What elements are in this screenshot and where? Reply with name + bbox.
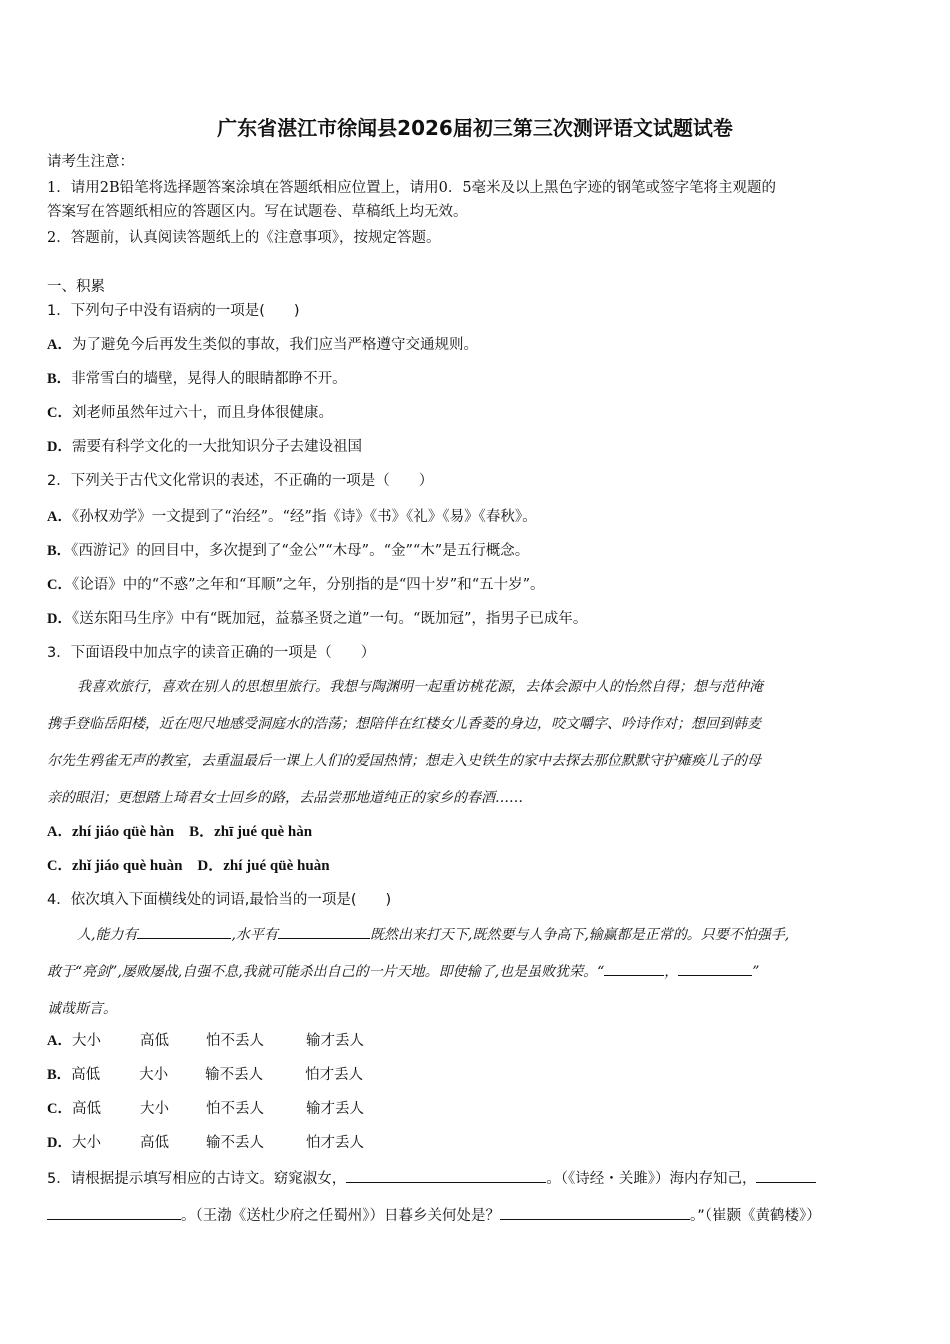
passage-text: 既然出来打天下,既然要与人争高下,输赢都是正常的。只要不怕强手, <box>369 927 790 943</box>
option-label: A． <box>47 509 72 525</box>
question-number: 1． <box>47 303 71 319</box>
question-text: 依次填入下面横线处的词语,最恰当的一项是( ) <box>70 892 392 908</box>
passage-text: ， <box>664 964 679 980</box>
question-2-stem <box>47 471 433 491</box>
question-text: 。（王渤《送杜少府之任蜀州》）日暮乡关何处是？ <box>181 1208 500 1224</box>
section-heading: 一、积累 <box>47 279 105 295</box>
q3-option-c-d[interactable] <box>47 856 330 876</box>
question-text: 下列句子中没有语病的一项是( ) <box>70 303 300 319</box>
q4-option-b[interactable] <box>47 1065 363 1085</box>
question-number: 4． <box>47 892 71 908</box>
fill-blank-7[interactable] <box>500 1205 690 1220</box>
passage-text: ,水平有 <box>231 927 278 943</box>
passage-line: 亲的眼泪；更想踏上琦君女士回乡的路，去品尝那地道纯正的家乡的春酒…… <box>47 790 523 806</box>
fill-blank-6-end[interactable] <box>47 1205 181 1220</box>
passage-text: 敢于“亮剑”,屡败屡战,自强不息,我就可能杀出自己的一片天地。即使输了,也是虽败犹荣。“ <box>47 964 605 980</box>
question-5-line-2 <box>47 1205 821 1226</box>
question-number: 2． <box>47 473 71 489</box>
option-text: 《送东阳马生序》中有“既加冠，益慕圣贤之道”一句。“既加冠”，指男子已成年。 <box>71 611 588 627</box>
question-text: 下列关于古代文化常识的表述，不正确的一项是（ ） <box>70 473 434 489</box>
fill-blank-2[interactable] <box>278 924 370 939</box>
option-label: C． <box>47 858 72 874</box>
option-label: A． <box>47 824 72 840</box>
passage-line: 携手登临岳阳楼，近在咫尺地感受洞庭水的浩荡；想陪伴在红楼女儿香菱的身边，咬文嚼字、吟诗作对；想回到韩麦 <box>47 716 761 732</box>
option-word: 怕才丢人 <box>305 1067 364 1083</box>
passage-line-2 <box>47 961 759 981</box>
q1-option-b[interactable] <box>47 369 347 389</box>
q2-option-b[interactable] <box>47 541 529 561</box>
option-label: B． <box>47 371 72 387</box>
option-text: zhǐ jiáo què huàn D．zhí jué qüè huàn <box>71 858 330 874</box>
question-number: 3． <box>47 645 71 661</box>
fill-blank-6-start[interactable] <box>756 1168 816 1183</box>
fill-blank-1[interactable] <box>137 924 231 939</box>
option-word: 大小 <box>139 1067 169 1083</box>
option-word: 怕不丢人 <box>205 1101 264 1117</box>
notice-item-1-line-1: 1．请用2B铅笔将选择题答案涂填在答题纸相应位置上，请用0．5毫米及以上黑色字迹的钢笔或签字笔将主观题的 <box>47 180 777 196</box>
option-label: D． <box>47 439 72 455</box>
option-text: 需要有科学文化的一大批知识分子去建设祖国 <box>71 439 362 455</box>
notice-heading: 请考生注意： <box>47 154 134 170</box>
passage-text: 人,能力有 <box>77 927 138 943</box>
option-text: 《论语》中的“不惑”之年和“耳顺”之年，分别指的是“四十岁”和“五十岁”。 <box>71 577 545 593</box>
question-5-line-1 <box>47 1168 816 1189</box>
option-text: 《西游记》的回目中，多次提到了“金公”“木母”。“金”“木”是五行概念。 <box>71 543 530 559</box>
option-word: 大小 <box>139 1101 169 1117</box>
q4-option-a[interactable] <box>47 1031 364 1051</box>
question-1-stem <box>47 301 300 321</box>
q2-option-d[interactable] <box>47 609 587 629</box>
option-text: 《孙权劝学》一文提到了“治经”。“经”指《诗》《书》《礼》《易》《春秋》。 <box>71 509 537 525</box>
question-text: 。”（崔颢《黄鹤楼》） <box>690 1208 821 1224</box>
passage-line-3: 诚哉斯言。 <box>47 1001 117 1017</box>
option-word: 高低 <box>139 1033 169 1049</box>
option-label: C． <box>47 405 72 421</box>
option-text: 非常雪白的墙壁，晃得人的眼睛都睁不开。 <box>71 371 347 387</box>
q1-option-d[interactable] <box>47 437 362 457</box>
option-label: B． <box>47 1067 72 1083</box>
option-word: 怕才丢人 <box>305 1135 364 1151</box>
q2-option-c[interactable] <box>47 575 545 595</box>
question-text: 请根据提示填写相应的古诗文。窈窕淑女， <box>70 1171 347 1187</box>
option-word: 输才丢人 <box>305 1033 364 1049</box>
option-word: 大小 <box>71 1135 101 1151</box>
fill-blank-5[interactable] <box>346 1168 546 1183</box>
passage-text: ” <box>752 964 760 980</box>
option-text: 刘老师虽然年过六十，而且身体很健康。 <box>71 405 333 421</box>
question-text: 下面语段中加点字的读音正确的一项是（ ） <box>70 645 376 661</box>
q3-option-a-b[interactable] <box>47 822 312 842</box>
question-3-stem <box>47 643 375 663</box>
option-label: B． <box>47 543 72 559</box>
option-label: C． <box>47 577 72 593</box>
passage-line-1 <box>77 924 789 944</box>
passage-line: 我喜欢旅行，喜欢在别人的思想里旅行。我想与陶渊明一起重访桃花源，去体会源中人的怡然自得；想与范仲淹 <box>77 679 763 695</box>
q4-option-c[interactable] <box>47 1099 364 1119</box>
q2-option-a[interactable] <box>47 507 537 527</box>
q4-option-d[interactable] <box>47 1133 364 1153</box>
q1-option-a[interactable] <box>47 335 478 355</box>
question-number: 5． <box>47 1171 71 1187</box>
option-text: zhí jiáo qüè hàn B．zhī jué què hàn <box>71 824 313 840</box>
fill-blank-4[interactable] <box>678 961 752 976</box>
notice-item-2: 2．答题前，认真阅读答题纸上的《注意事项》，按规定答题。 <box>47 230 441 246</box>
option-word: 怕不丢人 <box>205 1033 264 1049</box>
fill-blank-3[interactable] <box>604 961 664 976</box>
passage-line: 尔先生鸦雀无声的教室，去重温最后一课上人们的爱国热情；想走入史铁生的家中去探去那位默默守护瘫痪儿子的母 <box>47 753 761 769</box>
option-word: 高低 <box>139 1135 169 1151</box>
option-word: 高低 <box>71 1067 101 1083</box>
q1-option-c[interactable] <box>47 403 333 423</box>
option-label: D． <box>47 1135 72 1151</box>
option-label: C． <box>47 1101 72 1117</box>
option-label: D． <box>47 611 72 627</box>
option-text: 为了避免今后再发生类似的事故，我们应当严格遵守交通规则。 <box>71 337 478 353</box>
option-label: A． <box>47 337 72 353</box>
option-word: 大小 <box>71 1033 101 1049</box>
option-label: A． <box>47 1033 72 1049</box>
option-word: 输不丢人 <box>205 1135 264 1151</box>
page-title: 广东省湛江市徐闻县2026届初三第三次测评语文试题试卷 <box>217 116 733 140</box>
option-word: 输才丢人 <box>305 1101 364 1117</box>
option-word: 输不丢人 <box>205 1067 264 1083</box>
question-text: 。（《诗经・关雎》）海内存知己， <box>546 1171 757 1187</box>
notice-item-1-line-2: 答案写在答题纸相应的答题区内。写在试题卷、草稿纸上均无效。 <box>47 204 468 220</box>
option-word: 高低 <box>71 1101 101 1117</box>
question-4-stem <box>47 890 391 910</box>
